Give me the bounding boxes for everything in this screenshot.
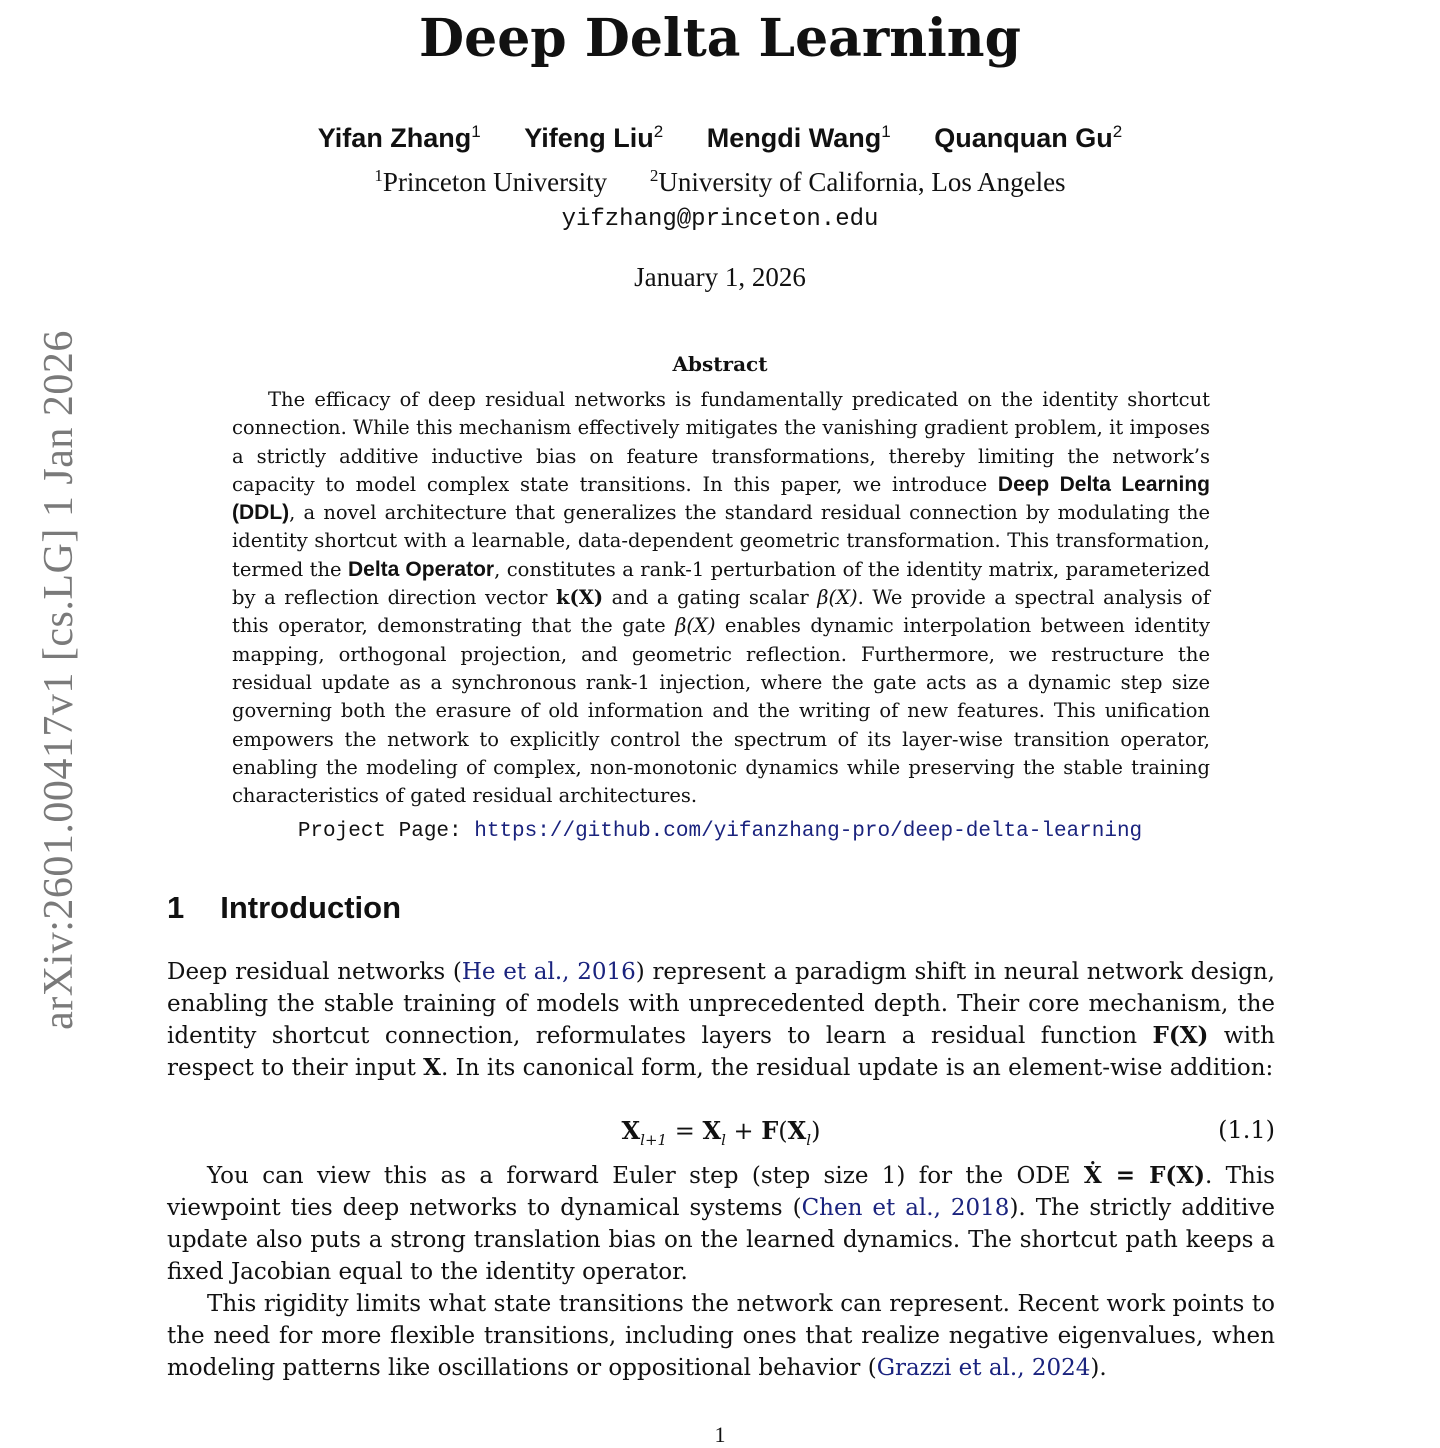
- equation-body: [167, 1116, 1275, 1149]
- paper-title: Deep Delta Learning: [419, 8, 1021, 69]
- author-affil-mark: 2: [1112, 122, 1123, 141]
- citation-authors: He et al.: [461, 959, 563, 985]
- eq-subscript: l: [721, 1130, 726, 1149]
- eq-subscript: l: [806, 1130, 812, 1149]
- abstract-text: , constitutes a rank-1 perturbation of the identity matrix, parameterized by a reflection direction vector: [232, 557, 1211, 610]
- eq-paren: (: [778, 1117, 788, 1145]
- intro-paragraph-2: [167, 1160, 1275, 1288]
- author-name: Yifeng Liu: [524, 123, 654, 153]
- author-affil-mark: 1: [471, 122, 481, 141]
- eq-term: F: [761, 1116, 779, 1145]
- math-x: X: [423, 1054, 442, 1081]
- math-beta-x: β(X): [675, 614, 716, 638]
- affiliation: [650, 167, 1066, 197]
- paragraph-text: ). The strictly additive update also puts a strong translation bias on the learned dynamics. The shortcut path keeps a fixed Jacobian equal to the identity operator.: [167, 1195, 1275, 1285]
- eq-term: X: [702, 1116, 722, 1145]
- abstract-text: The efficacy of deep residual networks is fundamentally predicated on the identity shortcut connection. While this mechanism effectively mitigates the vanishing gradient problem, it imposes a strictly additive inductive bias on feature transformations, thereby limiting the network’s capacity to model complex state transitions. In this paper, we introduce: [232, 388, 1210, 496]
- arxiv-identifier: arXiv:2601.00417v1 [cs.LG] 1 Jan 2026: [36, 330, 83, 1030]
- author-name: Quanquan Gu: [934, 123, 1113, 153]
- abstract-text: enables dynamic interpolation between identity mapping, orthogonal projection, and geometric reflection. Furthermore, we restructure the residual update as a synchronous rank-1 injection, where the gate acts as a dynamic step size governing both the erasure of old information and the writing of new features. This unification empowers the network to explicitly control the spectrum of its layer-wise transition operator, enabling the modeling of complex, non-monotonic dynamics while preserving the stable training characteristics of gated residual architectures.: [232, 614, 1210, 808]
- abstract-heading: Abstract: [672, 352, 768, 376]
- citation-authors: Grazzi et al.: [876, 1355, 1018, 1381]
- abstract-body: [232, 386, 1210, 810]
- abstract-text: , a novel architecture that generalizes the standard residual connection by modulating the identity shortcut with a learnable, data-dependent geometric transformation. This transformation, termed the: [232, 501, 1210, 581]
- eq-term: X: [787, 1116, 807, 1145]
- paragraph-text: with respect to their input: [167, 1023, 1275, 1081]
- affiliation: [374, 167, 607, 197]
- paragraph-text: ).: [1090, 1355, 1107, 1381]
- eq-term: X: [621, 1116, 641, 1145]
- paragraph-text: You can view this as a forward Euler step (step size 1) for the ODE: [207, 1163, 1084, 1189]
- affiliation-name: Princeton University: [382, 167, 608, 197]
- affiliation-name: University of California, Los Angeles: [658, 167, 1066, 197]
- intro-paragraph-3: [167, 1288, 1275, 1384]
- math-k-x: k(X): [555, 586, 604, 610]
- citation-year: 2018: [950, 1195, 1010, 1221]
- eq-operator: =: [667, 1117, 703, 1145]
- author-affil-mark: 2: [653, 122, 664, 141]
- affiliation-list: [0, 166, 1440, 198]
- publication-date: January 1, 2026: [634, 262, 806, 292]
- citation-grazzi[interactable]: Grazzi et al., 2024: [876, 1355, 1091, 1381]
- math-f-x: F(X): [1152, 1022, 1209, 1049]
- author-affil-mark: 1: [881, 122, 891, 141]
- author-list: [0, 122, 1440, 154]
- citation-year: 2016: [577, 959, 636, 985]
- equation-number: (1.1): [1218, 1116, 1275, 1144]
- citation-authors: Chen et al.: [801, 1195, 934, 1221]
- project-label: Project Page:: [297, 820, 462, 843]
- project-page: [0, 820, 1440, 843]
- intro-paragraph-1: [167, 956, 1275, 1084]
- contact-email[interactable]: yifzhang@princeton.edu: [561, 206, 879, 233]
- arxiv-sidebar: [24, 280, 94, 1080]
- equation-1-1: [167, 1116, 1275, 1150]
- abstract-text: . We provide a spectral analysis of this operator, demonstrating that the gate: [232, 586, 1210, 638]
- page-number: 1: [714, 1422, 726, 1447]
- abstract-text: and a gating scalar: [603, 586, 818, 610]
- paragraph-text: This rigidity limits what state transitions the network can represent. Recent work points to the need for more flexible transitions, including ones that realize negative eigenvalues, when modeling patterns like oscillations or oppositional behavior (: [167, 1291, 1275, 1381]
- section-title: Introduction: [220, 890, 402, 925]
- project-link[interactable]: https://github.com/yifanzhang-pro/deep-delta-learning: [474, 820, 1143, 843]
- citation-year: 2024: [1031, 1355, 1091, 1381]
- paragraph-text: . In its canonical form, the residual update is an element-wise addition:: [441, 1055, 1274, 1081]
- affiliation-mark: 1: [374, 166, 383, 185]
- eq-operator: +: [725, 1117, 762, 1145]
- paragraph-text: . This viewpoint ties deep networks to dynamical systems (: [167, 1163, 1275, 1221]
- delta-operator-term: Delta Operator: [348, 557, 495, 581]
- author: [934, 123, 1122, 153]
- math-ode: Ẋ = F(X): [1083, 1162, 1206, 1189]
- author: [318, 123, 481, 153]
- citation-chen[interactable]: Chen et al., 2018: [801, 1195, 1010, 1221]
- author-name: Yifan Zhang: [317, 123, 472, 153]
- author: [707, 123, 891, 153]
- ddl-term: Deep Delta Learning (DDL): [232, 472, 1210, 525]
- citation-he[interactable]: He et al., 2016: [461, 959, 636, 985]
- math-beta-x: β(X): [817, 586, 858, 610]
- eq-subscript: l+1: [640, 1130, 668, 1149]
- paragraph-text: ) represent a paradigm shift in neural network design, enabling the stable training of models with unprecedented depth. Their core mechanism, the identity shortcut connection, reformulates layers to learn a residual function: [167, 959, 1275, 1049]
- author-name: Mengdi Wang: [706, 123, 882, 153]
- eq-paren: ): [811, 1117, 821, 1145]
- paragraph-text: Deep residual networks (: [167, 959, 462, 985]
- section-heading: [167, 890, 401, 926]
- affiliation-mark: 2: [649, 166, 659, 185]
- section-number: 1: [167, 890, 185, 925]
- author: [524, 123, 663, 153]
